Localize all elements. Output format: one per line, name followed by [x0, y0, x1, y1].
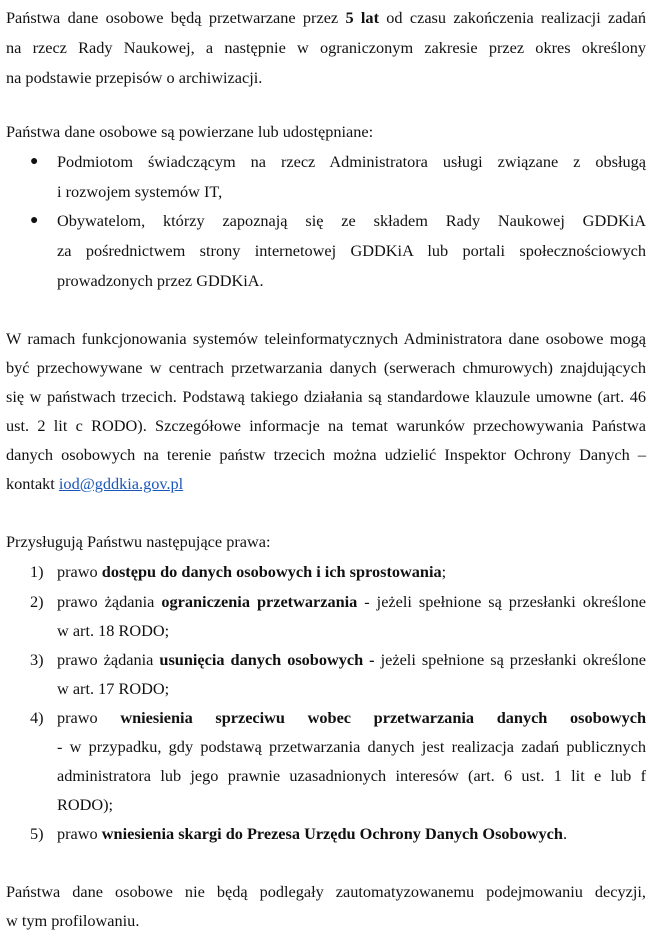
sharing-item-2-line-2: za pośrednictwem strony internetowej GDDKiA lub portali społecznościowych: [57, 241, 646, 260]
systems-line-2: być przechowywane w centrach przetwarzania danych (serwerach chmurowych) znajdujących: [6, 358, 646, 377]
list-number: 3): [30, 650, 44, 669]
sharing-item-2-line-3: prowadzonych przez GDDKiA.: [57, 271, 264, 290]
retention-line-3: na podstawie przepisów o archiwizacji.: [6, 68, 263, 87]
list-number: 1): [30, 562, 44, 581]
right-2-line-1: prawo żądania ograniczenia przetwarzania - jeżeli spełnione są przesłanki określone: [57, 592, 646, 611]
rights-intro: Przysługują Państwu następujące prawa:: [6, 532, 271, 551]
right-4-line-2: - w przypadku, gdy podstawą przetwarzania danych jest realizacja zadań publicznych: [57, 737, 646, 756]
list-number: 2): [30, 592, 44, 611]
systems-line-1: W ramach funkcjonowania systemów teleinformatycznych Administratora dane osobowe mogą: [6, 329, 646, 348]
email-link[interactable]: iod@gddkia.gov.pl: [58, 474, 184, 493]
right-3-line-1: prawo żądania usunięcia danych osobowych - jeżeli spełnione są przesłanki określone: [57, 650, 646, 669]
retention-line-2: na rzecz Rady Naukowej, a następnie w ograniczonym zakresie przez okres określony: [6, 38, 646, 57]
list-number: 5): [30, 824, 44, 843]
right-2-line-2: w art. 18 RODO;: [57, 621, 170, 640]
right-4-line-3: administratora lub jego prawnie uzasadnionych interesów (art. 6 ust. 1 lit e lub f: [57, 766, 646, 785]
right-3-line-2: w art. 17 RODO;: [57, 679, 170, 698]
list-number: 4): [30, 708, 44, 727]
systems-line-5: danych osobowych na terenie państw trzecich można udzielić Inspektor Ochrony Danych –: [6, 445, 646, 464]
right-1-line-1: prawo dostępu do danych osobowych i ich sprostowania;: [57, 562, 447, 581]
sharing-item-1-line-2: i rozwojem systemów IT,: [57, 182, 223, 201]
sharing-intro: Państwa dane osobowe są powierzane lub udostępniane:: [6, 122, 374, 141]
right-4-line-4: RODO);: [57, 795, 114, 814]
systems-line-6: kontakt iod@gddkia.gov.pl: [6, 474, 184, 493]
sharing-item-2-line-1: Obywatelom, którzy zapoznają się ze składem Rady Naukowej GDDKiA: [57, 211, 646, 230]
automation-line-1: Państwa dane osobowe nie będą podlegały zautomatyzowanemu podejmowaniu decyzji,: [6, 882, 646, 901]
retention-line-1: Państwa dane osobowe będą przetwarzane przez 5 lat od czasu zakończenia realizacji zadań: [6, 8, 646, 27]
bullet-icon: ●: [30, 154, 39, 169]
sharing-item-1-line-1: Podmiotom świadczącym na rzecz Administratora usługi związane z obsługą: [57, 152, 646, 171]
systems-line-3: się w państwach trzecich. Podstawą takiego działania są standardowe klauzule umowne (art. 46: [6, 387, 646, 406]
systems-line-4: ust. 2 lit c RODO). Szczegółowe informacje na temat warunków przechowywania Państwa: [6, 416, 646, 435]
right-4-line-1: prawo wniesienia sprzeciwu wobec przetwarzania danych osobowych: [57, 708, 646, 727]
retention-period: 5 lat: [345, 8, 379, 27]
right-5-line-1: prawo wniesienia skargi do Prezesa Urzędu Ochrony Danych Osobowych.: [57, 824, 568, 843]
bullet-icon: ●: [30, 213, 39, 228]
automation-line-2: w tym profilowaniu.: [6, 911, 140, 930]
